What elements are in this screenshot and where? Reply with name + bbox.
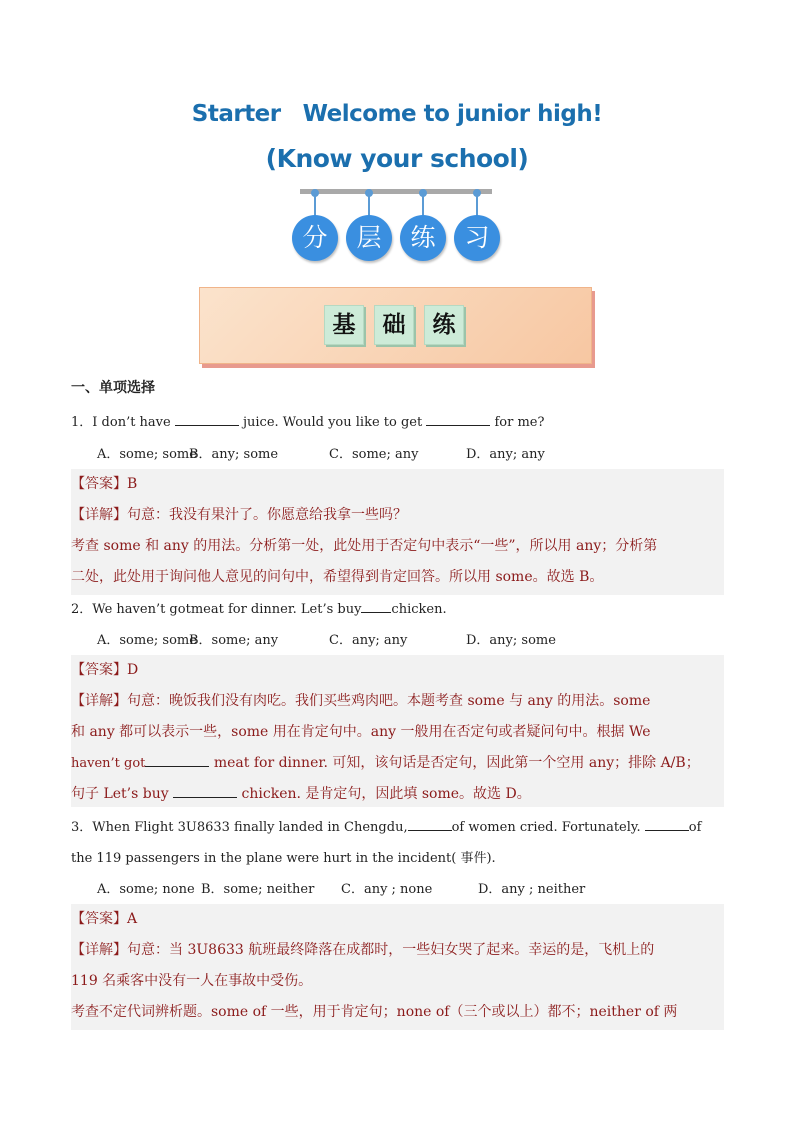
banner-char: 础 [374,305,414,345]
question-1-options [97,443,545,462]
explanation-line: 考查不定代词辨析题。some of 一些，用于肯定句；none of（三个或以上）都不；neither of 两 [71,1004,678,1020]
title-part1: Starter [191,101,281,127]
section-title: 一、单项选择 [71,380,155,396]
badge-label: 分 [292,215,338,261]
question-3-line-2: the 119 passengers in the plane were hurt in the incident( 事件). [71,851,496,866]
option-c: C．any; any [329,633,408,648]
option-a: A．some; none [97,882,195,897]
answer-blank [426,413,490,426]
badge-label: 层 [346,215,392,261]
option-b: B．any; some [189,447,279,462]
option-a: A．some; some [97,633,197,648]
answer-box-3 [71,904,724,1030]
answer-blank [175,413,239,426]
answer-blank [173,785,237,798]
option-d: D．any; some [466,633,556,648]
explanation-line: 句子 Let’s buy chicken. 是肯定句，因此填 some。故选 D。 [71,786,531,802]
answer-blank [408,818,452,831]
explanation-line: 【详解】句意：晚饭我们没有肉吃。我们买些鸡肉吧。本题考查 some 与 any 的用法。some [71,693,651,709]
explanation-line: haven’t got meat for dinner. 可知，该句话是否定句，因此第一个空用 any；排除 A/B； [71,755,700,771]
badge-4 [454,189,500,261]
page-title [0,101,794,127]
answer-label: 【答案】D [71,662,139,678]
explanation-line: 【详解】句意：我没有果汁了。你愿意给我拿一些吗？ [71,507,407,523]
explanation-line: 【详解】句意：当 3U8633 航班最终降落在成都时，一些妇女哭了起来。幸运的是，飞机上的 [71,942,655,958]
badge-2 [346,189,392,261]
option-d: D．any ; neither [478,882,586,897]
option-a: A．some; some [97,447,197,462]
option-b: B．some; neither [201,882,315,897]
answer-box-2 [71,655,724,807]
option-c: C．some; any [329,447,419,462]
banner-char: 练 [424,305,464,345]
question-3: 3．When Flight 3U8633 finally landed in Chengdu, of women cried. Fortunately. of [71,820,702,835]
option-b: B．some; any [189,633,279,648]
question-2: 2．We haven’t gotmeat for dinner. Let’s buy chicken. [71,602,447,617]
page-subtitle: (Know your school) [265,144,529,173]
banner-char: 基 [324,305,364,345]
answer-label: 【答案】A [71,911,138,927]
title-part2: Welcome to junior high! [302,101,603,127]
question-3-options [97,878,585,897]
badge-3 [400,189,446,261]
option-c: C．any ; none [341,882,433,897]
explanation-line: 考查 some 和 any 的用法。分析第一处，此处用于否定句中表示“一些”，所以用 any；分析第 [71,538,658,554]
answer-label: 【答案】B [71,476,138,492]
badge-label: 练 [400,215,446,261]
question-1: 1．I don’t have juice. Would you like to get for me? [71,415,545,430]
level-banner [199,287,592,364]
badge-1 [292,189,338,261]
explanation-line: 和 any 都可以表示一些，some 用在肯定句中。any 一般用在否定句或者疑问句中。根据 We [71,724,651,740]
badge-label: 习 [454,215,500,261]
answer-box-1 [71,469,724,595]
explanation-line: 二处，此处用于询问他人意见的问句中，希望得到肯定回答。所以用 some。故选 B。 [71,569,604,585]
answer-blank [645,818,689,831]
question-2-options [97,629,556,648]
explanation-line: 119 名乘客中没有一人在事故中受伤。 [71,973,313,989]
answer-blank [145,754,209,767]
answer-blank [361,600,391,613]
option-d: D．any; any [466,447,545,462]
